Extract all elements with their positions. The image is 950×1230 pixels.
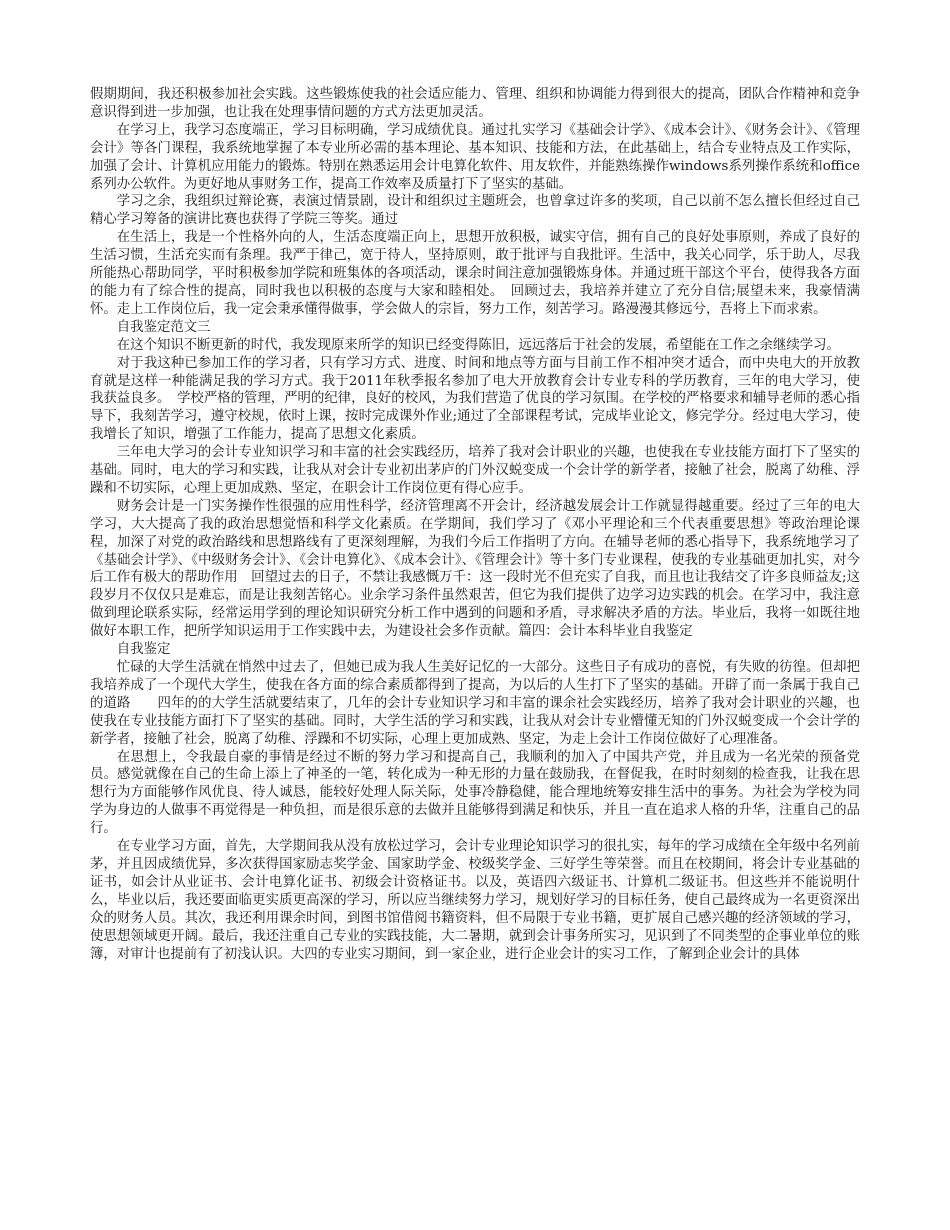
section-heading-self-assessment: 自我鉴定 <box>116 642 171 658</box>
paragraph-8: 财务会计是一门实务操作性很强的应用性科学，经济管理离不开会计，经济越发展会计工作就显得越重要。经过了三年的电大学习，大大提高了我的政治思想觉悟和科学文化素质。在学期间，我们学习了《邓小平理论和三个代表重要思想》等政治理论课程，加深了对党的政治路线和思想路线有了更深刻理解，为我们今后工作指明了方向。在辅导老师的悉心指导下，我系统地学习了《基础会计学》、《中级财务会计》、《会计电算化》、《成本会计》、《管理会计》等十多门专业课程，使我的专业基础更加扎实，对今后工作有极大的帮助作用 回望过去的日子，不禁让我感慨万千：这一段时光不但充实了自我，而且也让我结交了许多良师益友;这段岁月不仅仅只是难忘，而是让我刻苦铭心。业余学习条件虽然艰苦，但它为我们提供了边学习边实践的机会。在学习中，我注意做到理论联系实际，经常运用学到的理论知识研究分析工作中遇到的问题和矛盾，寻求解决矛盾的方法。毕业后，我将一如既往地做好本职工作，把所学知识运用于工作实践中去，为建设社会多作贡献。篇四：会计本科毕业自我鉴定 <box>90 498 860 640</box>
document-body <box>90 86 860 963</box>
paragraph-7: 三年电大学习的会计专业知识学习和丰富的社会实践经历，培养了我对会计职业的兴趣，也使我在专业技能方面打下了坚实的基础。同时，电大的学习和实践，让我从对会计专业初出茅庐的门外汉蜕变成一个会计学的新学者，接触了社会，脱离了幼稚、浮躁和不切实际，心理上更加成熟、坚定，在职会计工作岗位更有得心应手。 <box>90 445 860 496</box>
paragraph-9: 忙碌的大学生活就在悄然中过去了，但她已成为我人生美好记忆的一大部分。这些日子有成功的喜悦，有失败的彷徨。但却把我培养成了一个现代大学生，使我在各方面的综合素质都得到了提高，为以后的人生打下了坚实的基础。开辟了而一条属于我自己的道路 四年的的大学生活就要结束了，几年的会计专业知识学习和丰富的课余社会实践经历，培养了我对会计职业的兴趣，也使我在专业技能方面打下了坚实的基础。同时，大学生活的学习和实践，让我从对会计专业懵懂无知的门外汉蜕变成一个会计学的新学者，接触了社会，脱离了幼稚、浮躁和不切实际，心理上更加成熟、坚定，为走上会计工作岗位做好了心理准备。 <box>90 660 860 747</box>
paragraph-6: 对于我这种已参加工作的学习者，只有学习方式、进度、时间和地点等方面与目前工作不相冲突才适合，而中央电大的开放教育就是这样一种能满足我的学习方式。我于2011年秋季报名参加了电大开放教育会计专业专科的学历教育，三年的电大学习，使我获益良多。 学校严格的管理，严明的纪律，良好的校风，为我们营造了优良的学习氛围。在学校的严格要求和辅导老师的悉心指导下，我刻苦学习，遵守校规，依时上课，按时完成课外作业;通过了全部课程考试，完成毕业论文，修完学分。经过电大学习，使我增长了知识，增强了工作能力，提高了思想文化素质。 <box>90 355 860 443</box>
section-heading-sample-three: 自我鉴定范文三 <box>116 319 211 335</box>
paragraph-11: 在专业学习方面，首先，大学期间我从没有放松过学习，会计专业理论知识学习的很扎实，每年的学习成绩在全年级中名列前茅，并且因成绩优异，多次获得国家励志奖学金、国家助学金、校级奖学金、三好学生等荣誉。而且在校期间，将会计专业基础的证书，如会计从业证书、会计电算化证书、初级会计资格证书。以及，英语四六级证书、计算机二级证书。但这些并不能说明什么，毕业以后，我还要面临更实质更高深的学习，所以应当继续努力学习，规划好学习的目标任务，使自己最终成为一名更资深出众的财务人员。其次，我还利用课余时间，到图书馆借阅书籍资料，但不局限于专业书籍，更扩展自己感兴趣的经济领域的学习，使思想领域更开阔。最后，我还注重自己专业的实践技能，大二暑期，就到会计事务所实习，见识到了不同类型的企事业单位的账簿，对审计也提前有了初浅认识。大四的专业实习期间，到一家企业，进行企业会计的实习工作，了解到企业会计的具体 <box>90 839 860 962</box>
paragraph-4: 在生活上，我是一个性格外向的人，生活态度端正向上，思想开放积极，诚实守信，拥有自己的良好处事原则，养成了良好的生活习惯，生活充实而有条理。我严于律己，宽于待人，坚持原则，敢于批评与自我批评。生活中，我关心同学，乐于助人，尽我所能热心帮助同学，平时积极参加学院和班集体的各项活动，课余时间注意加强锻炼身体。并通过班干部这个平台，使得我各方面的能力有了综合性的提高，同时我也以积极的态度与大家和睦相处。 回顾过去，我培养并建立了充分自信;展望未来，我豪情满怀。走上工作岗位后，我一定会秉承懂得做事，学会做人的宗旨，努力工作，刻苦学习。路漫漫其修远兮，吾将上下而求索。 <box>90 230 860 317</box>
paragraph-5: 在这个知识不断更新的时代，我发现原来所学的知识已经变得陈旧，远远落后于社会的发展，希望能在工作之余继续学习。 <box>116 337 840 353</box>
paragraph-1: 假期期间，我还积极参加社会实践。这些锻炼使我的社会适应能力、管理、组织和协调能力得到很大的提高，团队合作精神和竞争意识得到进一步加强，也让我在处理事情问题的方式方法更加灵活。 <box>90 87 860 120</box>
paragraph-2: 在学习上，我学习态度端正，学习目标明确，学习成绩优良。通过扎实学习《基础会计学》、《成本会计》、《财务会计》、《管理会计》等各门课程，我系统地掌握了本专业所必需的基本理论、基本知识、技能和方法，在此基础上，结合专业特点及工作实际，加强了会计、计算机应用能力的锻炼。特别在熟悉运用会计电算化软件、用友软件，并能熟练操作windows系列操作系统和office系列办公软件。为更好地从事财务工作，提高工作效率及质量打下了坚实的基础。 <box>90 122 860 192</box>
paragraph-10: 在思想上，令我最自豪的事情是经过不断的努力学习和提高自己，我顺利的加入了中国共产党，并且成为一名光荣的预备党员。感觉就像在自己的生命上添上了神圣的一笔，转化成为一种无形的力量在鼓励我，在督促我，在时时刻刻的检查我，让我在思想行为方面能够作风优良、待人诚恳，能较好处理人际关际，处事冷静稳健，能合理地统筹安排生活中的事务。为社会为学校为同学为身边的人做事不再觉得是一种负担，而是很乐意的去做并且能够得到满足和快乐，并且一直在追求人格的升华，注重自己的品行。 <box>90 749 860 837</box>
paragraph-3: 学习之余，我组织过辩论赛，表演过情景剧，设计和组织过主题班会，也曾拿过许多的奖项，自己以前不怎么擅长但经过自己精心学习筹备的演讲比赛也获得了学院三等奖。通过 <box>90 194 860 228</box>
